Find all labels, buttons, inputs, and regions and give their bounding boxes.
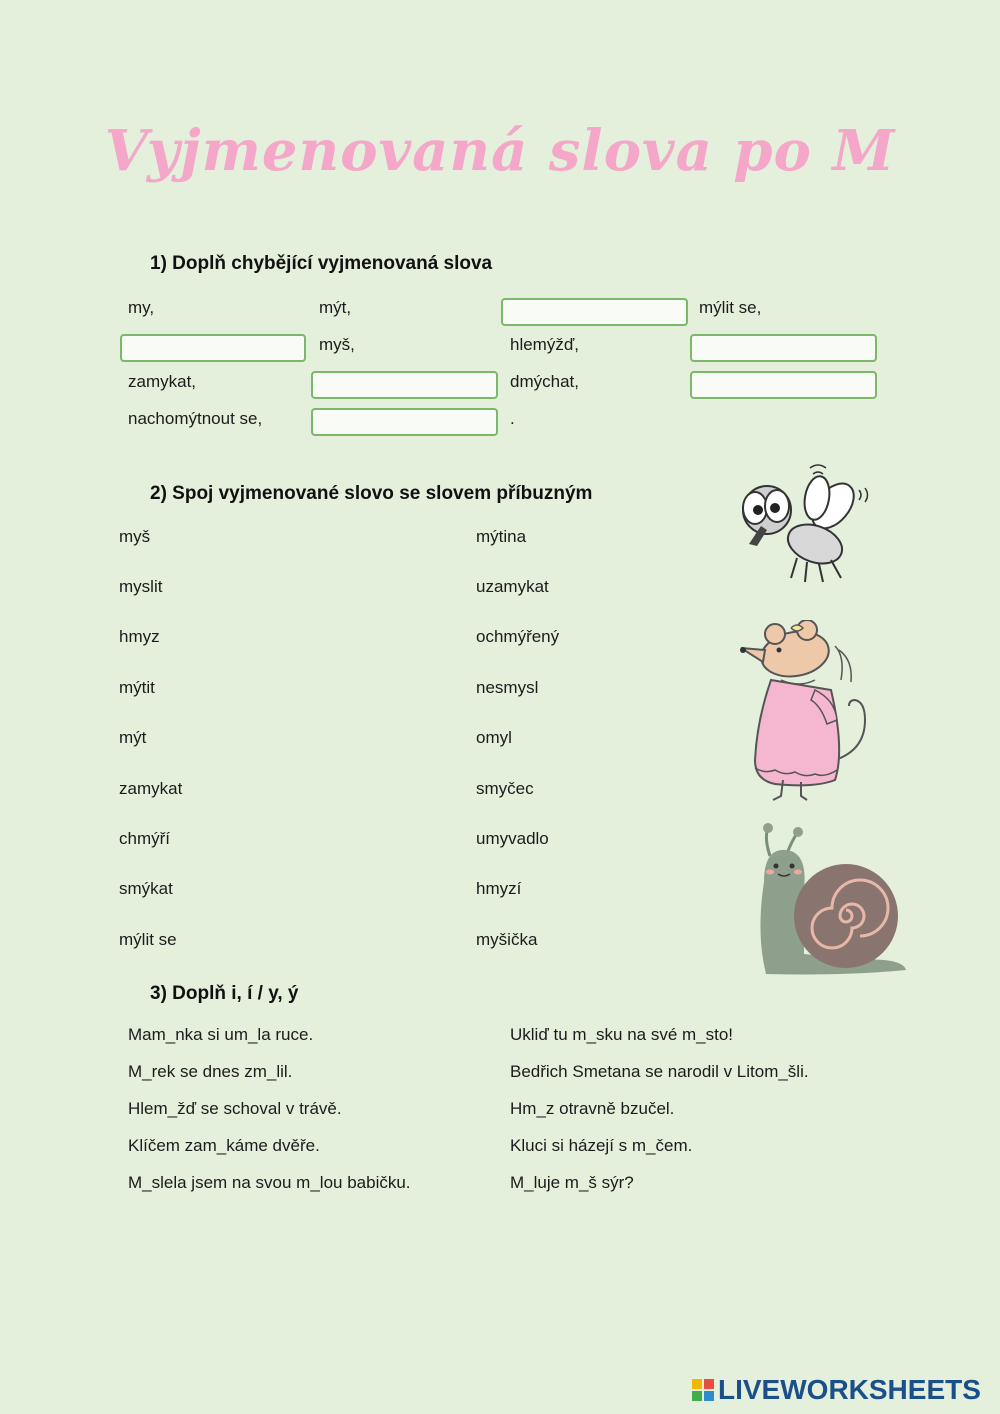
brand-square (692, 1379, 702, 1389)
match-right-item[interactable]: ochmýřený (476, 627, 560, 646)
exercise-sentence[interactable]: Bedřich Smetana se narodil v Litom_šli. (510, 1062, 809, 1081)
fill-field-2[interactable] (120, 334, 306, 362)
fly-icon (725, 458, 875, 588)
word-zamykat: zamykat, (128, 372, 197, 391)
word-myt: mýt, (319, 298, 352, 317)
snail-icon (750, 822, 910, 982)
match-right-item[interactable]: smyčec (476, 779, 534, 798)
word-mys: myš, (319, 335, 355, 354)
section2-heading: 2) Spoj vyjmenované slovo se slovem příbuzným (150, 483, 593, 504)
exercise-sentence[interactable]: Mam_nka si um_la ruce. (128, 1025, 314, 1044)
brand-mark-icon (692, 1379, 714, 1401)
fill-field-3[interactable] (690, 334, 877, 362)
match-left-item[interactable]: zamykat (119, 779, 183, 798)
exercise-sentence[interactable]: M_rek se dnes zm_lil. (128, 1062, 293, 1081)
match-left-item[interactable]: hmyz (119, 627, 160, 646)
page-title: Vyjmenovaná slova po M (104, 118, 896, 184)
match-right-item[interactable]: umyvadlo (476, 829, 549, 848)
fill-field-1[interactable] (501, 298, 688, 326)
brand-square (704, 1391, 714, 1401)
match-left-item[interactable]: mýt (119, 728, 147, 747)
brand-square (704, 1379, 714, 1389)
match-right-item[interactable]: mýtina (476, 527, 527, 546)
exercise-sentence[interactable]: Kluci si házejí s m_čem. (510, 1136, 693, 1155)
fill-field-4[interactable] (311, 371, 498, 399)
exercise-sentence[interactable]: Klíčem zam_káme dvěře. (128, 1136, 320, 1155)
exercise-sentence[interactable]: Hm_z otravně bzučel. (510, 1099, 675, 1118)
match-left-item[interactable]: smýkat (119, 879, 173, 898)
fill-field-6[interactable] (311, 408, 498, 436)
match-left-item[interactable]: chmýří (119, 829, 170, 848)
section1-heading: 1) Doplň chybějící vyjmenovaná slova (150, 253, 493, 274)
mouse-icon (735, 620, 880, 805)
word-nachomytnout-se: nachomýtnout se, (128, 409, 263, 428)
brand-text: LIVEWORKSHEETS (718, 1374, 981, 1405)
match-right-item[interactable]: uzamykat (476, 577, 549, 596)
word-hlemyzd: hlemýžď, (510, 335, 580, 354)
exercise-sentence[interactable]: M_luje m_š sýr? (510, 1173, 634, 1192)
exercise-sentence[interactable]: Hlem_žď se schoval v trávě. (128, 1099, 342, 1118)
word-my: my, (128, 298, 155, 317)
sentence-end-dot: . (510, 409, 515, 428)
match-left-item[interactable]: mýtit (119, 678, 155, 697)
match-right-item[interactable]: hmyzí (476, 879, 522, 898)
match-right-item[interactable]: nesmysl (476, 678, 539, 697)
match-left-item[interactable]: myš (119, 527, 151, 546)
exercise-sentence[interactable]: Ukliď tu m_sku na své m_sto! (510, 1025, 734, 1044)
word-dmychat: dmýchat, (510, 372, 579, 391)
liveworksheets-logo[interactable] (692, 1374, 981, 1406)
fill-field-5[interactable] (690, 371, 877, 399)
brand-square (692, 1391, 702, 1401)
match-right-item[interactable]: omyl (476, 728, 512, 747)
exercise-sentence[interactable]: M_slela jsem na svou m_lou babičku. (128, 1173, 411, 1192)
match-right-item[interactable]: myšička (476, 930, 538, 949)
section3-heading: 3) Doplň i, í / y, ý (150, 983, 299, 1004)
word-mylit-se: mýlit se, (699, 298, 762, 317)
match-left-item[interactable]: myslit (119, 577, 163, 596)
match-left-item[interactable]: mýlit se (119, 930, 177, 949)
